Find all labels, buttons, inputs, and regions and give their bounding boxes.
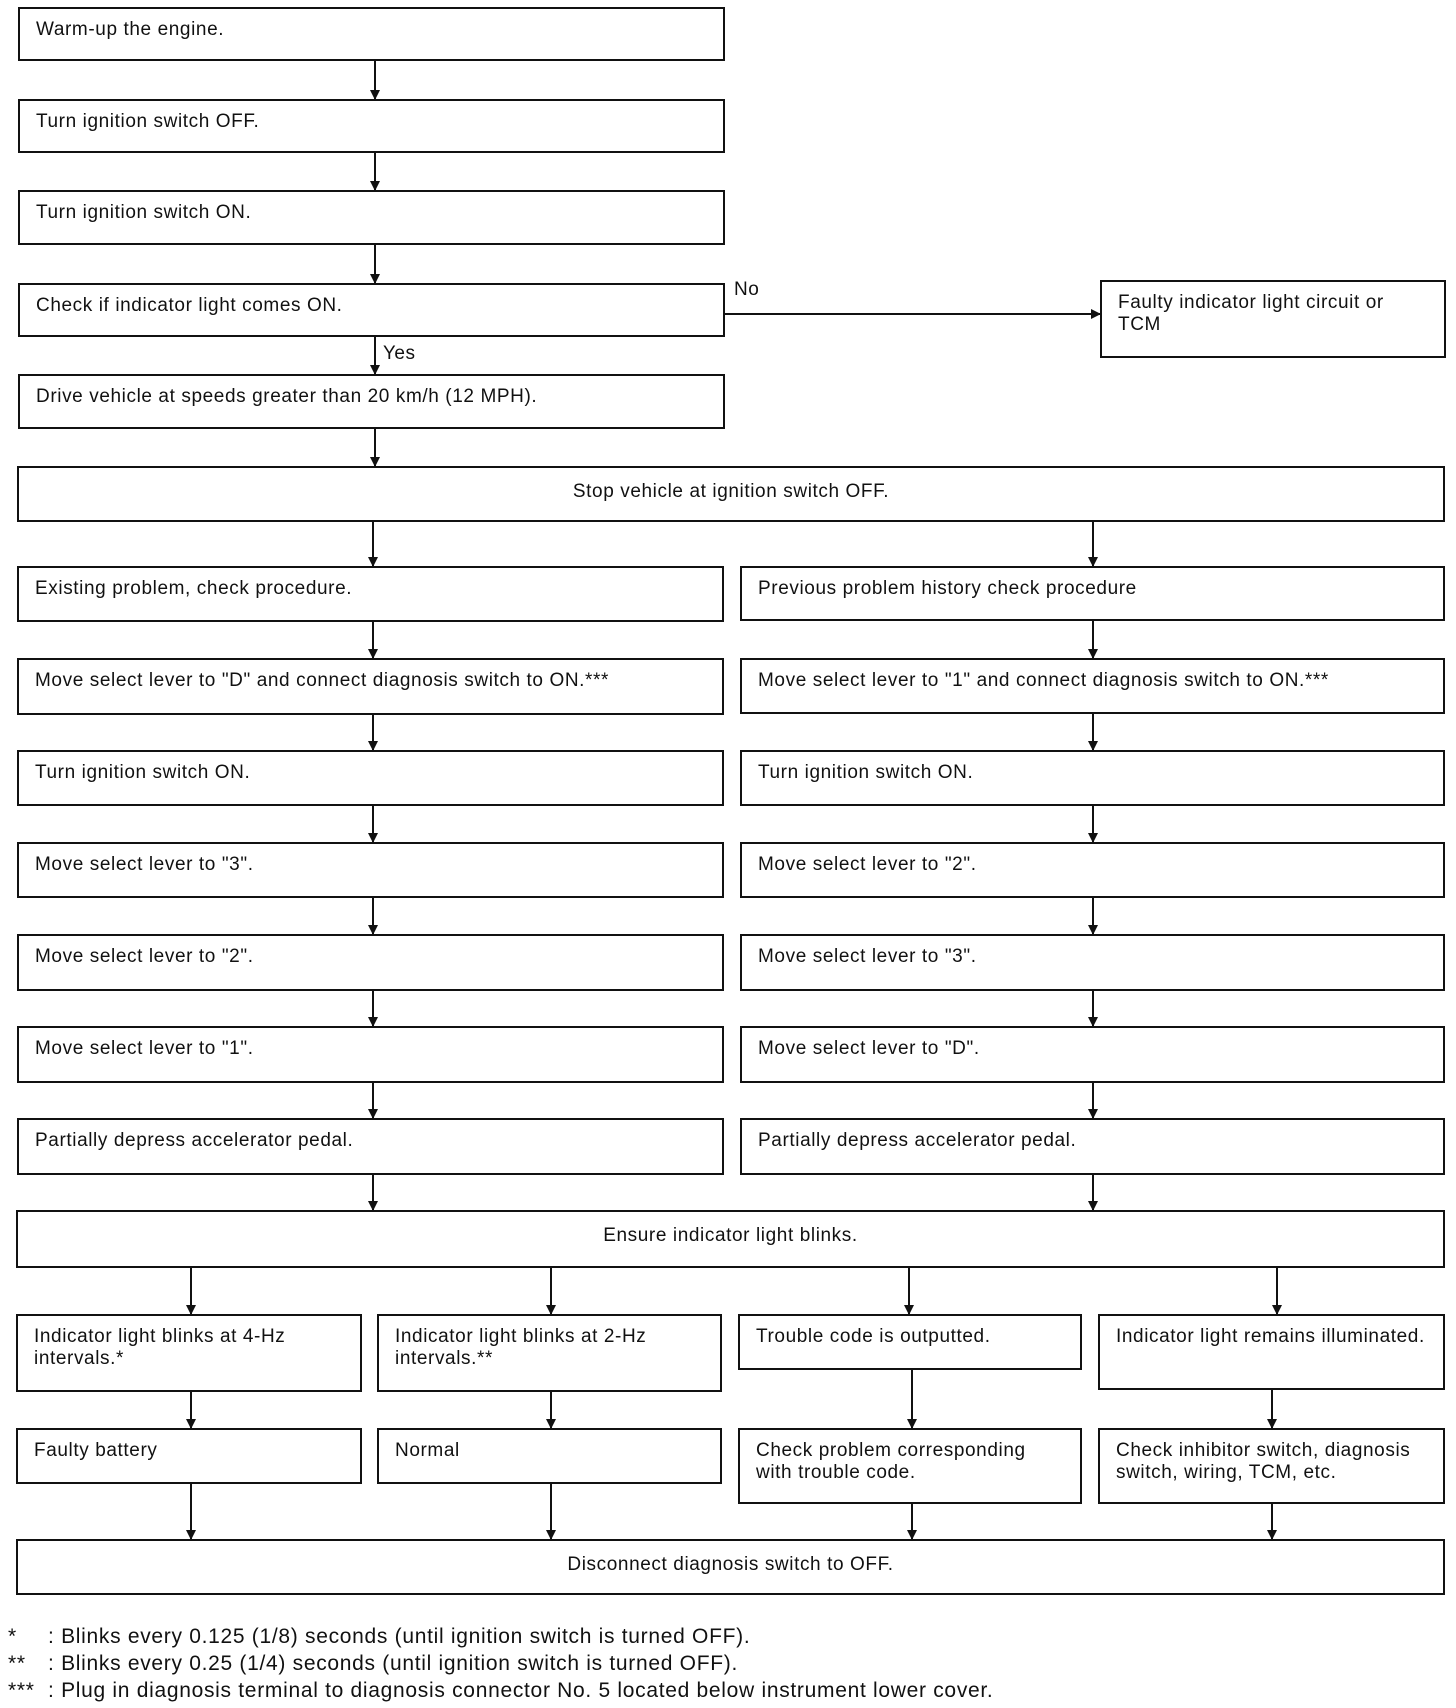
left-step-3: Move select lever to "3". [17,842,724,898]
label-yes: Yes [383,343,416,364]
outcome-light-illuminated: Indicator light remains illuminated. [1098,1314,1445,1390]
right-step-4: Move select lever to "3". [740,934,1445,991]
result-faulty-battery: Faulty battery [16,1428,362,1484]
result-normal: Normal [377,1428,722,1484]
footnote-3: *** : Plug in diagnosis terminal to diagnosis connector No. 5 located below instrument lower cover. [8,1679,994,1702]
step-ignition-on: Turn ignition switch ON. [18,190,725,245]
left-step-5: Move select lever to "1". [17,1026,724,1083]
footnote-2: ** : Blinks every 0.25 (1/4) seconds (until ignition switch is turned OFF). [8,1652,738,1675]
right-step-5: Move select lever to "D". [740,1026,1445,1083]
outcome-4hz: Indicator light blinks at 4-Hz intervals.* [16,1314,362,1392]
step-ignition-off: Turn ignition switch OFF. [18,99,725,153]
left-step-1: Move select lever to "D" and connect diagnosis switch to ON.*** [17,658,724,715]
step-stop-vehicle: Stop vehicle at ignition switch OFF. [17,466,1445,522]
left-step-4: Move select lever to "2". [17,934,724,991]
right-title: Previous problem history check procedure [740,566,1445,621]
right-step-2: Turn ignition switch ON. [740,750,1445,806]
step-ensure-blinks: Ensure indicator light blinks. [16,1210,1445,1268]
outcome-trouble-code: Trouble code is outputted. [738,1314,1082,1370]
left-title: Existing problem, check procedure. [17,566,724,622]
result-check-inhibitor: Check inhibitor switch, diagnosis switch, wiring, TCM, etc. [1098,1428,1445,1504]
left-step-6: Partially depress accelerator pedal. [17,1118,724,1175]
right-step-3: Move select lever to "2". [740,842,1445,898]
right-step-1: Move select lever to "1" and connect diagnosis switch to ON.*** [740,658,1445,714]
step-disconnect: Disconnect diagnosis switch to OFF. [16,1539,1445,1595]
label-no: No [734,279,760,300]
step-faulty-indicator-circuit: Faulty indicator light circuit or TCM [1100,280,1446,358]
step-drive-vehicle: Drive vehicle at speeds greater than 20 km/h (12 MPH). [18,374,725,429]
footnote-1: * : Blinks every 0.125 (1/8) seconds (until ignition switch is turned OFF). [8,1625,751,1648]
left-step-2: Turn ignition switch ON. [17,750,724,806]
step-check-indicator: Check if indicator light comes ON. [18,283,725,337]
step-warm-up: Warm-up the engine. [18,7,725,61]
outcome-2hz: Indicator light blinks at 2-Hz intervals.** [377,1314,722,1392]
result-check-trouble-code: Check problem corresponding with trouble code. [738,1428,1082,1504]
right-step-6: Partially depress accelerator pedal. [740,1118,1445,1175]
